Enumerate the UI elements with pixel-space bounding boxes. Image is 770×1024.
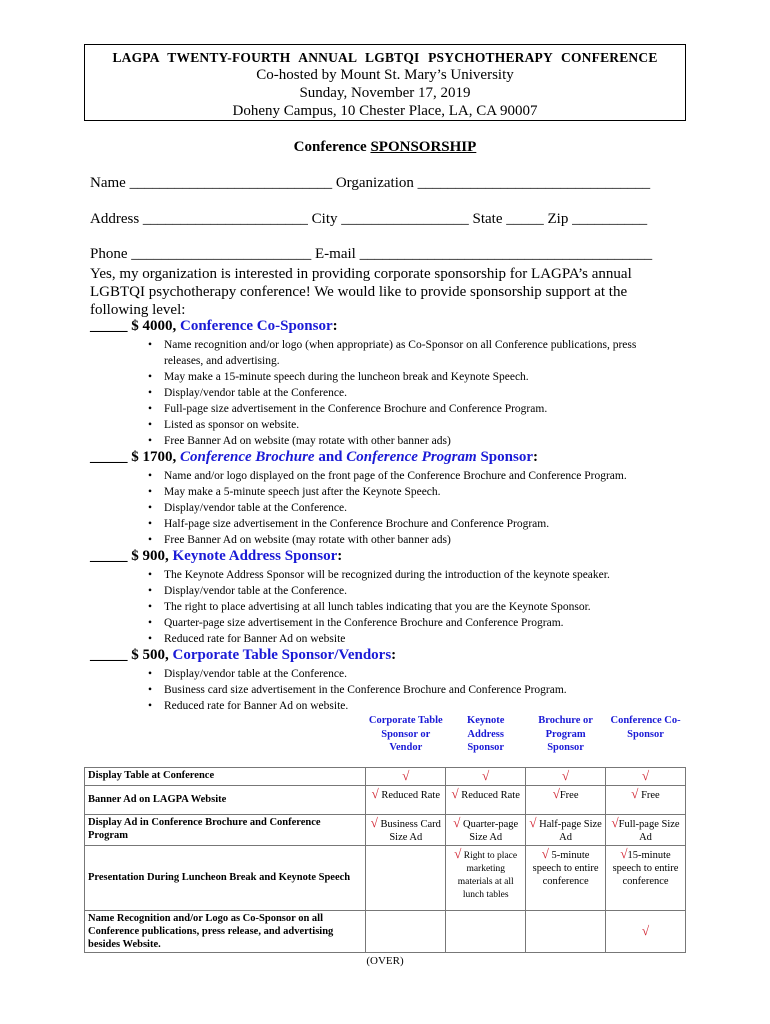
tier-brochure-program-benefits (148, 468, 668, 548)
table-row: Display Ad in Conference Brochure and Conference Program √ Business Card Size Ad √ Quarter-page Size Ad √ Half-page Size Ad √Full-page Size Ad (85, 814, 686, 845)
city-field[interactable]: _________________ (341, 211, 469, 227)
benefits-table (84, 711, 686, 953)
name-org-row (90, 175, 650, 192)
table-row (85, 910, 686, 952)
list-item: • Business card size advertisement in the Conference Brochure and Conference Program. (148, 682, 668, 698)
tier-cosponsor-name: Conference Co-Sponsor (180, 318, 333, 334)
tier-corporate-table[interactable]: _____ $ 500, Corporate Table Sponsor/Vendors: (90, 647, 397, 663)
list-item: • Name and/or logo displayed on the front page of the Conference Brochure and Conference Program. (148, 468, 668, 484)
email-label: E-mail (315, 246, 356, 262)
row-label: Display Ad in Conference Brochure and Conference Program (85, 814, 366, 845)
table-row: Presentation During Luncheon Break and Keynote Speech √ Right to place marketing materials at all lunch tables √ 5-minute speech to entire conference √15-minute speech to entire conference (85, 845, 686, 910)
address-row (90, 211, 647, 228)
list-item: • Display/vendor table at the Conference. (148, 666, 668, 682)
email-field[interactable]: _______________________________________ (359, 246, 653, 262)
checkmark-icon: √ (402, 767, 410, 783)
list-item: • The Keynote Address Sponsor will be recognized during the introduction of the keynote speaker. (148, 567, 668, 583)
checkmark-icon: √ (482, 767, 490, 783)
checkmark-icon: √ (620, 845, 628, 861)
table-header-row (85, 711, 686, 767)
checkmark-icon: √ (453, 814, 461, 830)
state-field[interactable]: _____ (506, 211, 544, 227)
name-label: Name (90, 175, 126, 191)
list-item: • Full-page size advertisement in the Conference Brochure and Conference Program. (148, 401, 668, 417)
tier-cosponsor[interactable]: _____ $ 4000, Conference Co-Sponsor: (90, 318, 338, 334)
checkmark-icon: √ (541, 845, 549, 861)
column-header: Corporate Table Sponsor or Vendor (368, 715, 443, 753)
name-field[interactable]: ___________________________ (129, 175, 333, 191)
tier-keynote-name: Keynote Address Sponsor (172, 548, 338, 564)
header-cohost: Co-hosted by Mount St. Mary’s University (256, 67, 514, 83)
zip-field[interactable]: __________ (572, 211, 648, 227)
checkmark-icon: √ (370, 814, 378, 830)
organization-field[interactable]: _______________________________ (417, 175, 651, 191)
list-item: • Free Banner Ad on website (may rotate with other banner ads) (148, 532, 668, 548)
page-title: Conference SPONSORSHIP (293, 139, 477, 155)
list-item: • Listed as sponsor on website. (148, 417, 668, 433)
checkmark-icon: √ (454, 845, 462, 861)
list-item: • Display/vendor table at the Conference. (148, 500, 668, 516)
list-item: • Half-page size advertisement in the Conference Brochure and Conference Program. (148, 516, 668, 532)
list-item: • May make a 5-minute speech just after the Keynote Speech. (148, 484, 668, 500)
phone-label: Phone (90, 246, 128, 262)
checkmark-icon: √ (562, 767, 570, 783)
header-date: Sunday, November 17, 2019 (299, 85, 471, 101)
tier-corporate-table-name: Corporate Table Sponsor/Vendors (172, 647, 392, 663)
column-header: Keynote Address Sponsor (467, 715, 505, 753)
tier-keynote[interactable]: _____ $ 900, Keynote Address Sponsor: (90, 548, 343, 564)
address-field[interactable]: ______________________ (142, 211, 308, 227)
address-label: Address (90, 211, 140, 227)
organization-label: Organization (335, 175, 414, 191)
zip-label: Zip (547, 211, 569, 227)
header-conference-name: LAGPA TWENTY-FOURTH ANNUAL LGBTQI PSYCHOTHERAPY CONFERENCE (112, 50, 658, 65)
row-label: Display Table at Conference (85, 767, 366, 785)
state-label: State (472, 211, 503, 227)
checkmark-icon: √ (529, 814, 537, 830)
list-item: • Display/vendor table at the Conference. (148, 583, 668, 599)
table-row: Banner Ad on LAGPA Website √ Reduced Rate √ Reduced Rate √Free √ Free (85, 785, 686, 814)
checkmark-icon: √ (611, 814, 619, 830)
phone-email-row (90, 246, 652, 263)
tier-cosponsor-benefits (148, 337, 668, 449)
column-header: Conference Co-Sponsor (610, 715, 681, 740)
list-item: • The right to place advertising at all lunch tables indicating that you are the Keynote Sponsor. (148, 599, 668, 615)
conference-header (84, 44, 686, 121)
row-label: Name Recognition and/or Logo as Co-Sponsor on all Conference publications, press release, and advertising besides Website. (85, 910, 366, 952)
checkmark-icon: √ (641, 767, 650, 783)
column-header: Brochure or Program Sponsor (538, 715, 593, 753)
city-label: City (311, 211, 338, 227)
row-label: Presentation During Luncheon Break and Keynote Speech (85, 845, 366, 910)
header-location: Doheny Campus, 10 Chester Place, LA, CA 90007 (232, 103, 538, 119)
list-item: • Free Banner Ad on website (may rotate with other banner ads) (148, 433, 668, 449)
list-item: • May make a 15-minute speech during the luncheon break and Keynote Speech. (148, 369, 668, 385)
list-item: • Reduced rate for Banner Ad on website. (148, 698, 668, 714)
tier-corporate-table-benefits (148, 666, 668, 714)
checkmark-icon: √ (631, 785, 639, 801)
list-item: • Quarter-page size advertisement in the Conference Brochure and Conference Program. (148, 615, 668, 631)
over-indicator: (OVER) (366, 955, 404, 967)
checkmark-icon: √ (552, 785, 560, 801)
checkmark-icon: √ (451, 785, 459, 801)
checkmark-icon: √ (641, 922, 650, 938)
intro-paragraph: Yes, my organization is interested in providing corporate sponsorship for LAGPA’s annual LGBTQI psychotherapy conference! We would like to provide sponsorship support at the following level: (90, 266, 632, 318)
table-row (85, 767, 686, 785)
list-item: • Reduced rate for Banner Ad on website (148, 631, 668, 647)
checkmark-icon: √ (371, 785, 379, 801)
list-item: • Name recognition and/or logo (when appropriate) as Co-Sponsor on all Conference publications, press releases, and advertising. (148, 337, 668, 369)
tier-keynote-benefits (148, 567, 668, 647)
list-item: • Display/vendor table at the Conference. (148, 385, 668, 401)
row-label: Banner Ad on LAGPA Website (85, 785, 366, 814)
phone-field[interactable]: ________________________ (131, 246, 312, 262)
tier-brochure-program[interactable]: _____ $ 1700, Conference Brochure and Conference Program Sponsor: (90, 449, 538, 465)
